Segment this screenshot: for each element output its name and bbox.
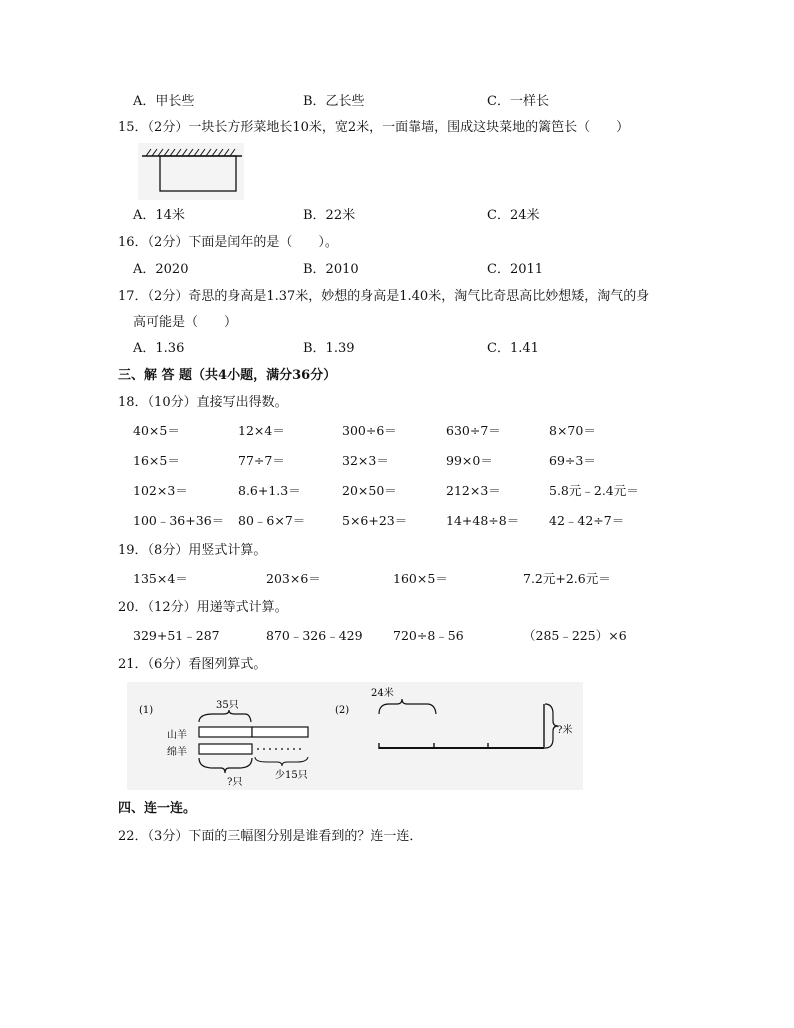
q16-option-b: B．2010 <box>303 262 359 277</box>
fig1-less-label: 少15只 <box>275 770 308 781</box>
q19-item: 160×5＝ <box>393 571 448 586</box>
q18-item: 300÷6＝ <box>342 423 397 438</box>
fig2-right-label: ?米 <box>557 725 573 736</box>
q18-item: 12×4＝ <box>238 423 285 438</box>
q20-stem: 20．（12分）用递等式计算。 <box>118 600 288 615</box>
q16-stem: 16．（2分）下面是闰年的是（ ）。 <box>118 235 338 250</box>
q16-option-c: C．2011 <box>487 262 544 277</box>
fig1-bottom-label: ?只 <box>227 777 243 788</box>
q21-figures <box>127 682 583 790</box>
q19-item: 135×4＝ <box>133 571 188 586</box>
q18-stem: 18．（10分）直接写出得数。 <box>118 395 288 410</box>
q17-option-b: B．1.39 <box>303 341 355 356</box>
q18-item: 102×3＝ <box>133 483 188 498</box>
q17-stem-line2: 高可能是（ ） <box>133 315 238 330</box>
q15-option-b: B．22米 <box>303 208 356 223</box>
q18-item: 20×50＝ <box>342 483 397 498</box>
fig2-label: (2) <box>335 705 350 716</box>
q15-figure <box>138 143 244 200</box>
q18-item: 14+48÷8＝ <box>446 513 520 528</box>
q14-option-c: C．一样长 <box>487 94 549 109</box>
section-4-title: 四、连一连。 <box>118 801 197 816</box>
q20-item: （285﹣225）×6 <box>523 628 627 643</box>
q18-item: 32×3＝ <box>342 453 389 468</box>
q17-stem-line1: 17．（2分）奇思的身高是1.37米，妙想的身高是1.40米，淘气比奇思高比妙想矮，淘气的身 <box>118 289 650 304</box>
fig1-top-label: 35只 <box>216 700 239 711</box>
q18-item: 69÷3＝ <box>549 453 596 468</box>
q14-option-a: A．甲长些 <box>133 94 195 109</box>
fig2-top-label: 24米 <box>371 688 394 699</box>
section-3-title: 三、解 答 题（共4小题，满分36分） <box>118 368 337 383</box>
q20-item: 329+51﹣287 <box>133 628 220 643</box>
q18-item: 40×5＝ <box>133 423 180 438</box>
q15-stem: 15．（2分）一块长方形菜地长10米，宽2米，一面靠墙，围成这块菜地的篱笆长（ ） <box>118 120 630 135</box>
q22-stem: 22．（3分）下面的三幅图分别是谁看到的？连一连． <box>118 829 423 844</box>
q16-option-a: A．2020 <box>133 262 189 277</box>
q18-item: 5.8元﹣2.4元＝ <box>549 483 639 498</box>
q19-item: 7.2元+2.6元＝ <box>523 571 611 586</box>
q17-option-c: C．1.41 <box>487 341 539 356</box>
q19-stem: 19．（8分）用竖式计算。 <box>118 543 267 558</box>
q18-item: 5×6+23＝ <box>342 513 408 528</box>
q18-item: 80﹣6×7＝ <box>238 513 306 528</box>
q18-item: 212×3＝ <box>446 483 501 498</box>
fig1-label: (1) <box>139 705 154 716</box>
q18-item: 42﹣42÷7＝ <box>549 513 625 528</box>
q14-option-b: B．乙长些 <box>303 94 365 109</box>
fig1-row1-label: 山羊 <box>167 730 187 741</box>
q15-option-c: C．24米 <box>487 208 540 223</box>
q18-item: 99×0＝ <box>446 453 493 468</box>
q18-item: 16×5＝ <box>133 453 180 468</box>
q18-item: 77÷7＝ <box>238 453 285 468</box>
fig1-row2-label: 绵羊 <box>167 747 187 758</box>
q18-item: 630÷7＝ <box>446 423 501 438</box>
q21-stem: 21．（6分）看图列算式。 <box>118 657 267 672</box>
q19-item: 203×6＝ <box>266 571 321 586</box>
q17-option-a: A．1.36 <box>133 341 185 356</box>
q20-item: 870﹣326﹣429 <box>266 628 363 643</box>
q20-item: 720÷8﹣56 <box>393 628 464 643</box>
q15-option-a: A．14米 <box>133 208 185 223</box>
q18-item: 100﹣36+36＝ <box>133 513 225 528</box>
q18-item: 8.6+1.3＝ <box>238 483 301 498</box>
q18-item: 8×70＝ <box>549 423 596 438</box>
